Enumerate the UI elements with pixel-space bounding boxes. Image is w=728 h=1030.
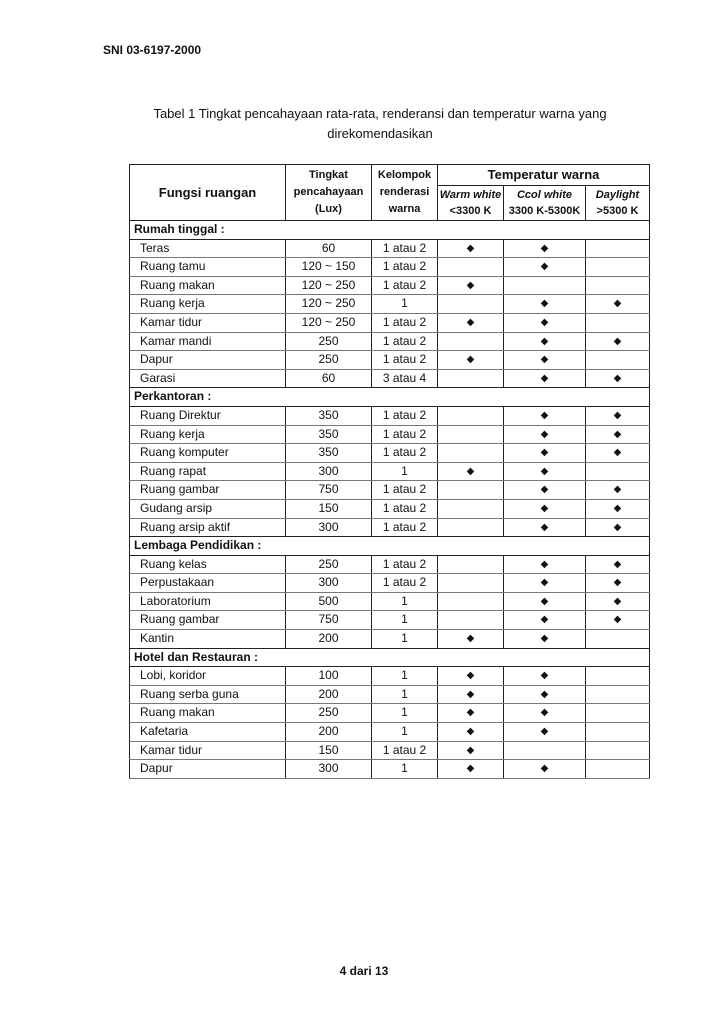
cell-daylight <box>586 704 650 723</box>
cell-cool-white <box>504 295 586 314</box>
table-row <box>130 239 650 258</box>
table-row <box>130 667 650 686</box>
cell-daylight <box>586 369 650 388</box>
caption-line-2: direkomendasikan <box>327 126 433 141</box>
cell-fungsi: Ruang makan <box>130 704 286 723</box>
cell-cool-white <box>504 723 586 742</box>
cell-renderasi: 1 <box>372 667 438 686</box>
cell-fungsi: Kamar mandi <box>130 332 286 351</box>
cell-fungsi: Lobi, koridor <box>130 667 286 686</box>
cell-renderasi: 1 atau 2 <box>372 444 438 463</box>
header-kelompok-line-3: warna <box>388 203 421 215</box>
diamond-mark-icon: ◆ <box>540 633 549 645</box>
cell-cool-white <box>504 611 586 630</box>
diamond-mark-icon: ◆ <box>540 558 549 570</box>
diamond-mark-icon: ◆ <box>466 279 475 291</box>
diamond-mark-icon: ◆ <box>540 670 549 682</box>
cell-daylight <box>586 667 650 686</box>
cell-lux: 250 <box>286 332 372 351</box>
cell-renderasi: 1 atau 2 <box>372 332 438 351</box>
diamond-mark-icon: ◆ <box>540 521 549 533</box>
diamond-mark-icon: ◆ <box>540 595 549 607</box>
header-warm-white <box>438 186 504 221</box>
cell-fungsi: Dapur <box>130 351 286 370</box>
cell-warm-white <box>438 611 504 630</box>
cell-warm-white <box>438 481 504 500</box>
cell-fungsi: Ruang komputer <box>130 444 286 463</box>
cell-fungsi: Ruang rapat <box>130 462 286 481</box>
cell-renderasi: 1 <box>372 611 438 630</box>
cell-cool-white <box>504 462 586 481</box>
cell-warm-white <box>438 723 504 742</box>
diamond-mark-icon: ◆ <box>613 409 622 421</box>
group-row <box>130 388 650 407</box>
table-row <box>130 685 650 704</box>
diamond-mark-icon: ◆ <box>613 447 622 459</box>
table-row <box>130 276 650 295</box>
cell-warm-white <box>438 351 504 370</box>
diamond-mark-icon: ◆ <box>466 242 475 254</box>
cell-renderasi: 1 <box>372 592 438 611</box>
table-row <box>130 704 650 723</box>
cell-fungsi: Kamar tidur <box>130 741 286 760</box>
table-row <box>130 723 650 742</box>
cell-lux: 300 <box>286 462 372 481</box>
cell-daylight <box>586 444 650 463</box>
cell-cool-white <box>504 332 586 351</box>
cell-daylight <box>586 685 650 704</box>
cell-lux: 250 <box>286 555 372 574</box>
diamond-mark-icon: ◆ <box>540 409 549 421</box>
group-title: Perkantoran : <box>130 388 650 407</box>
diamond-mark-icon: ◆ <box>466 744 475 756</box>
cell-renderasi: 1 atau 2 <box>372 555 438 574</box>
cell-cool-white <box>504 592 586 611</box>
diamond-mark-icon: ◆ <box>613 298 622 310</box>
cell-warm-white <box>438 574 504 593</box>
header-kelompok-line-2: renderasi <box>379 186 430 198</box>
cell-warm-white <box>438 667 504 686</box>
cell-warm-white <box>438 425 504 444</box>
cell-daylight <box>586 481 650 500</box>
table-row <box>130 741 650 760</box>
cell-cool-white <box>504 239 586 258</box>
table-row <box>130 574 650 593</box>
header-cool-white <box>504 186 586 221</box>
cell-cool-white <box>504 518 586 537</box>
header-fungsi-ruangan: Fungsi ruangan <box>130 165 286 221</box>
table-row <box>130 351 650 370</box>
cell-daylight <box>586 425 650 444</box>
header-temperatur-warna: Temperatur warna <box>438 165 650 186</box>
diamond-mark-icon: ◆ <box>466 763 475 775</box>
cell-daylight <box>586 276 650 295</box>
cell-daylight <box>586 518 650 537</box>
diamond-mark-icon: ◆ <box>466 726 475 738</box>
cell-cool-white <box>504 630 586 649</box>
cell-daylight <box>586 499 650 518</box>
cell-daylight <box>586 760 650 779</box>
cell-fungsi: Laboratorium <box>130 592 286 611</box>
table-row <box>130 630 650 649</box>
cell-fungsi: Ruang kerja <box>130 295 286 314</box>
cell-fungsi: Ruang tamu <box>130 258 286 277</box>
diamond-mark-icon: ◆ <box>466 316 475 328</box>
diamond-mark-icon: ◆ <box>466 633 475 645</box>
diamond-mark-icon: ◆ <box>540 484 549 496</box>
diamond-mark-icon: ◆ <box>540 577 549 589</box>
cell-fungsi: Ruang kerja <box>130 425 286 444</box>
cell-renderasi: 1 atau 2 <box>372 425 438 444</box>
diamond-mark-icon: ◆ <box>540 242 549 254</box>
cell-daylight <box>586 332 650 351</box>
cell-warm-white <box>438 276 504 295</box>
group-title: Hotel dan Restauran : <box>130 648 650 667</box>
diamond-mark-icon: ◆ <box>613 577 622 589</box>
cell-lux: 150 <box>286 499 372 518</box>
cell-cool-white <box>504 406 586 425</box>
cell-lux: 500 <box>286 592 372 611</box>
diamond-mark-icon: ◆ <box>613 558 622 570</box>
cell-lux: 350 <box>286 406 372 425</box>
table-row <box>130 592 650 611</box>
table-body <box>130 221 650 779</box>
cell-warm-white <box>438 369 504 388</box>
group-row <box>130 221 650 240</box>
cell-renderasi: 1 atau 2 <box>372 499 438 518</box>
cell-cool-white <box>504 351 586 370</box>
cell-fungsi: Ruang makan <box>130 276 286 295</box>
diamond-mark-icon: ◆ <box>540 502 549 514</box>
diamond-mark-icon: ◆ <box>466 465 475 477</box>
cell-lux: 120 ~ 250 <box>286 295 372 314</box>
cell-renderasi: 1 atau 2 <box>372 406 438 425</box>
cell-fungsi: Ruang gambar <box>130 611 286 630</box>
cell-warm-white <box>438 741 504 760</box>
diamond-mark-icon: ◆ <box>613 595 622 607</box>
diamond-mark-icon: ◆ <box>540 707 549 719</box>
header-cool-white-range: 3300 K-5300K <box>508 205 581 217</box>
cell-lux: 350 <box>286 425 372 444</box>
diamond-mark-icon: ◆ <box>540 354 549 366</box>
cell-lux: 120 ~ 250 <box>286 276 372 295</box>
cell-renderasi: 1 atau 2 <box>372 258 438 277</box>
cell-cool-white <box>504 276 586 295</box>
cell-warm-white <box>438 704 504 723</box>
diamond-mark-icon: ◆ <box>540 316 549 328</box>
cell-renderasi: 1 <box>372 630 438 649</box>
cell-warm-white <box>438 555 504 574</box>
cell-renderasi: 1 atau 2 <box>372 351 438 370</box>
group-title: Lembaga Pendidikan : <box>130 537 650 556</box>
cell-lux: 200 <box>286 723 372 742</box>
cell-lux: 200 <box>286 630 372 649</box>
cell-cool-white <box>504 258 586 277</box>
diamond-mark-icon: ◆ <box>613 335 622 347</box>
header-kelompok-renderasi <box>372 165 438 221</box>
cell-daylight <box>586 313 650 332</box>
cell-daylight <box>586 741 650 760</box>
cell-renderasi: 1 <box>372 685 438 704</box>
lighting-table <box>129 164 650 779</box>
table-row <box>130 611 650 630</box>
cell-daylight <box>586 592 650 611</box>
cell-fungsi: Ruang Direktur <box>130 406 286 425</box>
table-row <box>130 760 650 779</box>
cell-fungsi: Dapur <box>130 760 286 779</box>
cell-daylight <box>586 611 650 630</box>
cell-warm-white <box>438 499 504 518</box>
table-row <box>130 406 650 425</box>
cell-warm-white <box>438 332 504 351</box>
cell-cool-white <box>504 369 586 388</box>
table-row <box>130 555 650 574</box>
cell-renderasi: 1 atau 2 <box>372 741 438 760</box>
cell-warm-white <box>438 518 504 537</box>
cell-warm-white <box>438 444 504 463</box>
diamond-mark-icon: ◆ <box>540 763 549 775</box>
header-tingkat-line-3: (Lux) <box>315 203 342 215</box>
diamond-mark-icon: ◆ <box>540 726 549 738</box>
cell-cool-white <box>504 704 586 723</box>
table-row <box>130 332 650 351</box>
cell-warm-white <box>438 313 504 332</box>
cell-lux: 200 <box>286 685 372 704</box>
cell-cool-white <box>504 444 586 463</box>
cell-lux: 100 <box>286 667 372 686</box>
cell-daylight <box>586 723 650 742</box>
cell-fungsi: Ruang serba guna <box>130 685 286 704</box>
cell-renderasi: 1 atau 2 <box>372 518 438 537</box>
diamond-mark-icon: ◆ <box>613 484 622 496</box>
diamond-mark-icon: ◆ <box>540 614 549 626</box>
cell-renderasi: 1 atau 2 <box>372 481 438 500</box>
cell-lux: 120 ~ 250 <box>286 313 372 332</box>
cell-lux: 750 <box>286 611 372 630</box>
cell-daylight <box>586 295 650 314</box>
cell-fungsi: Ruang arsip aktif <box>130 518 286 537</box>
cell-renderasi: 1 <box>372 462 438 481</box>
cell-cool-white <box>504 313 586 332</box>
caption-line-1: Tabel 1 Tingkat pencahayaan rata-rata, renderansi dan temperatur warna yang <box>153 106 607 121</box>
cell-cool-white <box>504 499 586 518</box>
table-row <box>130 444 650 463</box>
cell-renderasi: 1 atau 2 <box>372 313 438 332</box>
lighting-table-container <box>129 164 650 779</box>
cell-fungsi: Perpustakaan <box>130 574 286 593</box>
cell-renderasi: 1 <box>372 295 438 314</box>
cell-lux: 300 <box>286 518 372 537</box>
cell-fungsi: Kantin <box>130 630 286 649</box>
cell-cool-white <box>504 760 586 779</box>
diamond-mark-icon: ◆ <box>613 428 622 440</box>
cell-fungsi: Kafetaria <box>130 723 286 742</box>
cell-lux: 750 <box>286 481 372 500</box>
cell-daylight <box>586 630 650 649</box>
table-row <box>130 425 650 444</box>
cell-fungsi: Garasi <box>130 369 286 388</box>
cell-renderasi: 3 atau 4 <box>372 369 438 388</box>
cell-warm-white <box>438 630 504 649</box>
diamond-mark-icon: ◆ <box>613 502 622 514</box>
cell-renderasi: 1 atau 2 <box>372 574 438 593</box>
table-row <box>130 369 650 388</box>
cell-fungsi: Gudang arsip <box>130 499 286 518</box>
diamond-mark-icon: ◆ <box>540 447 549 459</box>
table-row <box>130 499 650 518</box>
cell-cool-white <box>504 685 586 704</box>
cell-cool-white <box>504 481 586 500</box>
cell-lux: 250 <box>286 351 372 370</box>
cell-daylight <box>586 351 650 370</box>
diamond-mark-icon: ◆ <box>540 372 549 384</box>
table-caption <box>120 104 640 144</box>
table-row <box>130 313 650 332</box>
cell-cool-white <box>504 425 586 444</box>
diamond-mark-icon: ◆ <box>466 707 475 719</box>
cell-daylight <box>586 555 650 574</box>
cell-warm-white <box>438 685 504 704</box>
header-tingkat-line-1: Tingkat <box>309 169 348 181</box>
cell-fungsi: Ruang gambar <box>130 481 286 500</box>
diamond-mark-icon: ◆ <box>613 372 622 384</box>
cell-warm-white <box>438 258 504 277</box>
table-row <box>130 462 650 481</box>
cell-renderasi: 1 <box>372 723 438 742</box>
cell-renderasi: 1 atau 2 <box>372 276 438 295</box>
header-warm-white-range: <3300 K <box>449 205 492 217</box>
header-warm-white-name: Warm white <box>439 189 502 201</box>
group-row <box>130 648 650 667</box>
cell-daylight <box>586 239 650 258</box>
cell-renderasi: 1 <box>372 760 438 779</box>
cell-fungsi: Ruang kelas <box>130 555 286 574</box>
table-row <box>130 518 650 537</box>
cell-cool-white <box>504 555 586 574</box>
cell-cool-white <box>504 741 586 760</box>
cell-warm-white <box>438 462 504 481</box>
diamond-mark-icon: ◆ <box>466 354 475 366</box>
header-daylight-range: >5300 K <box>596 205 639 217</box>
page-number: 4 dari 13 <box>339 964 389 978</box>
cell-fungsi: Kamar tidur <box>130 313 286 332</box>
table-row <box>130 295 650 314</box>
cell-daylight <box>586 574 650 593</box>
header-daylight <box>586 186 650 221</box>
cell-cool-white <box>504 574 586 593</box>
diamond-mark-icon: ◆ <box>540 335 549 347</box>
cell-lux: 120 ~ 150 <box>286 258 372 277</box>
diamond-mark-icon: ◆ <box>540 428 549 440</box>
diamond-mark-icon: ◆ <box>466 670 475 682</box>
cell-daylight <box>586 462 650 481</box>
cell-lux: 150 <box>286 741 372 760</box>
document-code: SNI 03-6197-2000 <box>103 43 202 57</box>
cell-lux: 300 <box>286 760 372 779</box>
table-row <box>130 258 650 277</box>
cell-warm-white <box>438 406 504 425</box>
group-row <box>130 537 650 556</box>
diamond-mark-icon: ◆ <box>540 688 549 700</box>
cell-lux: 60 <box>286 239 372 258</box>
diamond-mark-icon: ◆ <box>613 521 622 533</box>
header-kelompok-line-1: Kelompok <box>377 169 432 181</box>
diamond-mark-icon: ◆ <box>540 465 549 477</box>
header-cool-white-name: Ccol white <box>516 189 572 201</box>
cell-cool-white <box>504 667 586 686</box>
cell-warm-white <box>438 239 504 258</box>
cell-fungsi: Teras <box>130 239 286 258</box>
table-row <box>130 481 650 500</box>
header-tingkat-pencahayaan <box>286 165 372 221</box>
cell-warm-white <box>438 295 504 314</box>
diamond-mark-icon: ◆ <box>613 614 622 626</box>
diamond-mark-icon: ◆ <box>540 261 549 273</box>
group-title: Rumah tinggal : <box>130 221 650 240</box>
cell-daylight <box>586 406 650 425</box>
cell-daylight <box>586 258 650 277</box>
cell-lux: 350 <box>286 444 372 463</box>
diamond-mark-icon: ◆ <box>466 688 475 700</box>
header-daylight-name: Daylight <box>595 189 640 201</box>
cell-warm-white <box>438 760 504 779</box>
cell-lux: 250 <box>286 704 372 723</box>
cell-warm-white <box>438 592 504 611</box>
cell-renderasi: 1 <box>372 704 438 723</box>
header-tingkat-line-2: pencahayaan <box>293 186 364 198</box>
cell-lux: 60 <box>286 369 372 388</box>
diamond-mark-icon: ◆ <box>540 298 549 310</box>
cell-lux: 300 <box>286 574 372 593</box>
cell-renderasi: 1 atau 2 <box>372 239 438 258</box>
